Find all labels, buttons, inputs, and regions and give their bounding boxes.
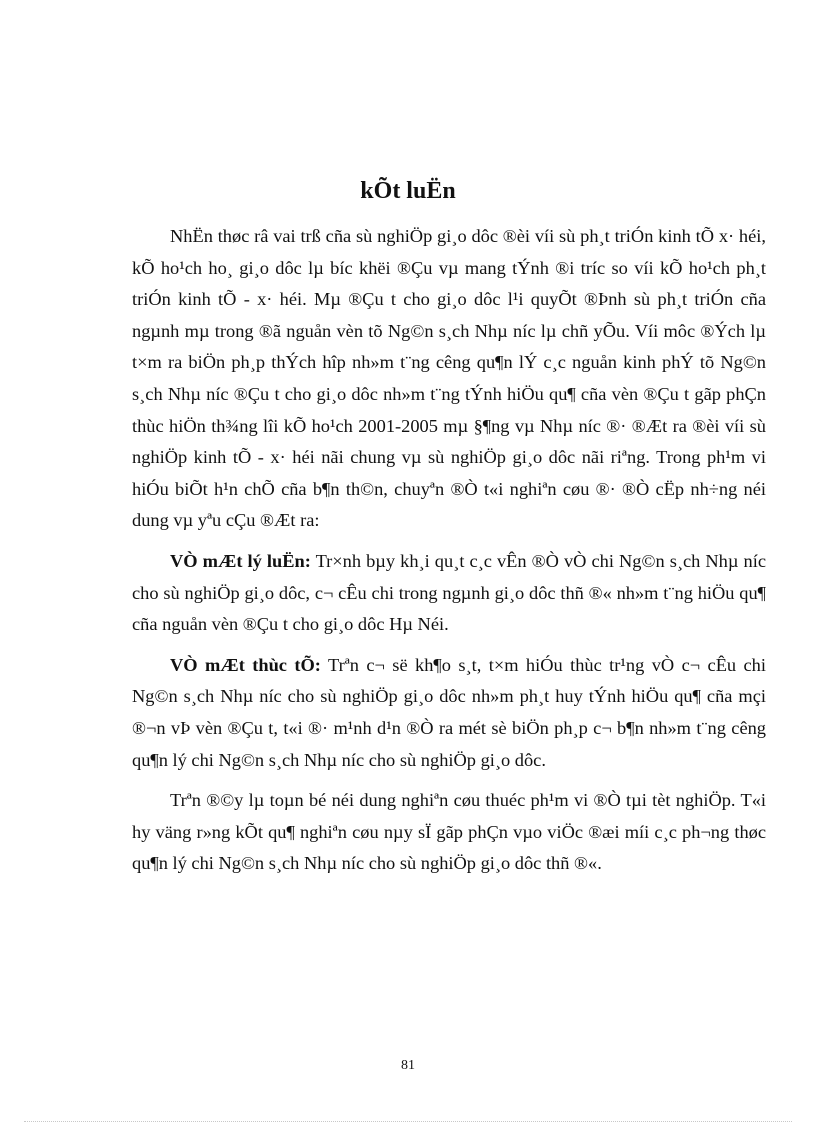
paragraph-intro: [132, 221, 766, 537]
paragraph-closing: [132, 785, 766, 880]
paragraph-gap: [132, 778, 766, 785]
document-body: [132, 221, 766, 882]
paragraph-text: NhËn thøc râ vai trß cña sù nghiÖp gi¸o dôc ®èi víi sù ph¸t triÓn kinh tÕ x· héi, kÕ ho¹ch ho¸ gi¸o dôc lµ bíc khëi ®Çu vµ mang tÝnh ®i tríc so víi kÕ ho¹ch ph¸t triÓn kinh tÕ - x· héi. Mµ ®Çu t cho gi¸o dôc l¹i quyÕt ®Þnh sù ph¸t triÓn cña ngµnh mµ trong ®ã nguån vèn tõ Ng©n s¸ch Nhµ níc lµ chñ yÕu. Víi môc ®Ých lµ t×m ra biÖn ph¸p thÝch hîp nh»m t¨ng cêng qu¶n lÝ c¸c nguån kinh phÝ tõ Ng©n s¸ch Nhµ níc ®Çu t cho gi¸o dôc nh»m t¨ng tÝnh hiÖu qu¶ cña vèn ®Çu t gãp phÇn thùc hiÖn th¾ng lîi kÕ ho¹ch 2001-2005 mµ §¶ng vµ Nhµ níc ®· ®Æt ra ®èi víi sù nghiÖp kinh tÕ - x· héi nãi chung vµ sù nghiÖp gi¸o dôc nãi riªng. Trong ph¹m vi hiÓu biÕt h¹n chÕ cña b¶n th©n, chuyªn ®Ò t«i nghiªn cøu ®· ®Ò cËp nh÷ng néi dung vµ yªu cÇu ®Æt ra:: [132, 226, 766, 531]
paragraph-theory: [132, 546, 766, 641]
paragraph-lead: VÒ mÆt thùc tÕ:: [170, 654, 321, 675]
paragraph-gap: [132, 643, 766, 650]
page-number: 81: [401, 1058, 415, 1073]
paragraph-text: Trªn c¬ së kh¶o s¸t, t×m hiÓu thùc tr¹ng vÒ c¬ cÊu chi Ng©n s¸ch Nhµ níc cho sù nghiÖp gi¸o dôc nh»m ph¸t huy tÝnh hiÖu qu¶ cña mçi ®¬n vÞ vèn ®Çu t, t«i ®· m¹nh d¹n ®Ò ra mét sè biÖn ph¸p c¬ b¶n nh»m t¨ng cêng qu¶n lý chi Ng©n s¸ch Nhµ níc cho sù nghiÖp gi¸o dôc.: [132, 654, 766, 770]
paragraph-lead: VÒ mÆt lý luËn:: [170, 550, 311, 571]
paragraph-gap: [132, 539, 766, 546]
paragraph-text: Tr×nh bµy kh¸i qu¸t c¸c vÊn ®Ò vÒ chi Ng©n s¸ch Nhµ níc cho sù nghiÖp gi¸o dôc, c¬ cÊu chi trong ngµnh gi¸o dôc thñ ®« nh»m t¨ng hiÖu qu¶ cña nguån vèn ®Çu t cho gi¸o dôc Hµ Néi.: [132, 550, 766, 635]
page-bottom-divider: [24, 1121, 792, 1122]
paragraph-practice: [132, 650, 766, 776]
page-title: kÕt luËn: [360, 178, 456, 204]
paragraph-text: Trªn ®©y lµ toµn bé néi dung nghiªn cøu thuéc ph¹m vi ®Ò tµi tèt nghiÖp. T«i hy väng r»ng kÕt qu¶ nghiªn cøu nµy sÏ gãp phÇn vµo viÖc ®æi míi c¸c ph¬ng thøc qu¶n lý chi Ng©n s¸ch Nhµ níc cho sù nghiÖp gi¸o dôc thñ ®«.: [132, 790, 766, 874]
